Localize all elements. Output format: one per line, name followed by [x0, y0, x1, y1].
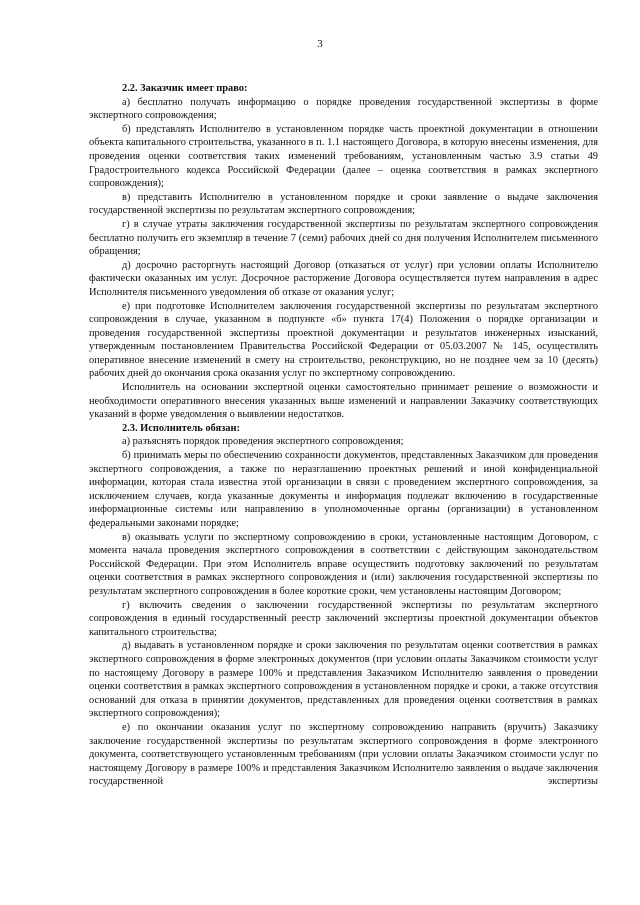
- document-body: [89, 82, 598, 789]
- paragraph-2-3-e: д) выдавать в установленном порядке и сроки заключения по результатам оценки соответствия в рамках экспертного сопровождения в форме электронных документов (при условии оплаты Заказчиком стоимости услуг по настоящему Договору в размере 100% и представления Заказчиком Исполнителю заявления о проведении оценки соответствия в рамках экспертного сопровождения в установленном порядке и сроки, а также отсутствия оснований для отказа в принятии документов, представленных для проведения оценки соответствия в рамках экспертного сопровождения);: [89, 640, 598, 720]
- section-heading-2-2: 2.2. Заказчик имеет право:: [122, 83, 248, 94]
- paragraph-2-3-d: г) включить сведения о заключении государственной экспертизы по результатам экспертного сопровождения в единый государственный реестр заключений экспертизы проектной документации объектов капитального строительства;: [89, 599, 598, 638]
- paragraph-2-2-c: в) представить Исполнителю в установленном порядке и сроки заявление о выдаче заключения государственной экспертизы по результатам экспертного сопровождения;: [89, 191, 598, 217]
- paragraph-2-2-a: а) бесплатно получать информацию о порядке проведения государственной экспертизы в форме экспертного сопровождения;: [89, 96, 598, 122]
- paragraph-2-3-c: в) оказывать услуги по экспертному сопровождению в сроки, установленные настоящим Договором, с момента начала проведения экспертного сопровождения в соответствии с действующим законодательством Российской Федерации. При этом Исполнитель вправе осуществить подготовку заключений по результатам оценки соответствия в рамках экспертного сопровождения и (или) заключения государственной экспертизы по результатам экспертного сопровождения в более короткие сроки, чем установлены настоящим Договором;: [89, 531, 598, 597]
- section-heading-2-3: 2.3. Исполнитель обязан:: [122, 422, 240, 434]
- paragraph-2-2-f: е) при подготовке Исполнителем заключения государственной экспертизы по результатам экспертного сопровождения в случае, указанном в подпункте «б» пункта 17(4) Положения о порядке организации и проведения государственной экспертизы проектной документации и результатов инженерных изысканий, утвержденным постановлением Правительства Российской Федерации от 05.03.2007 № 145, осуществлять оперативное внесение изменений в смету на строительство, реконструкцию, но не позднее чем за 10 (десять) рабочих дней до окончания срока оказания услуг по экспертному сопровождению.: [89, 300, 598, 380]
- paragraph-2-3-b: б) принимать меры по обеспечению сохранности документов, представленных Заказчиком для проведения экспертного сопровождения, а также по неразглашению проектных решений и иной конфиденциальной информации, которая стала известна этой организации в связи с проведением экспертного сопровождения, за исключением случаев, когда указанные документы и информация подлежат включению в государственные информационные системы или направлению в уполномоченные органы (организации) в установленном федеральными законами порядке;: [89, 450, 598, 529]
- paragraph-2-2-e: д) досрочно расторгнуть настоящий Договор (отказаться от услуг) при условии оплаты Исполнителю фактически оказанных им услуг. Досрочное расторжение Договора осуществляется путем направления в адрес Исполнителя письменного уведомления об отказе от оказания услуг;: [89, 259, 598, 298]
- page-number: 3: [317, 38, 323, 50]
- paragraph-2-2-note: Исполнитель на основании экспертной оценки самостоятельно принимает решение о возможности и необходимости оперативного внесения указанных выше изменений и направлении Заказчику соответствующих указаний в форме уведомления о выявлении недостатков.: [89, 382, 598, 421]
- paragraph-2-2-d: г) в случае утраты заключения государственной экспертизы по результатам экспертного сопровождения бесплатно получить его экземпляр в течение 7 (семи) рабочих дней со дня получения Исполнителем письменного обращения;: [89, 218, 598, 258]
- paragraph-2-2-b: б) представлять Исполнителю в установленном порядке часть проектной документации в отношении объекта капитального строительства, указанного в п. 1.1 настоящего Договора, в которую внесены изменения, для проведения оценки соответствия таких изменений требованиям, установленным частью 3.9 статьи 49 Градостроительного кодекса Российской Федерации (далее – оценка соответствия в рамках экспертного сопровождения);: [89, 123, 598, 190]
- paragraph-2-3-f: е) по окончании оказания услуг по экспертному сопровождению направить (вручить) Заказчику заключение государственной экспертизы по результатам экспертного сопровождения в форме электронного документа, соответствующего установленным требованиям (при условии оплаты Заказчиком стоимости услуг по настоящему Договору в размере 100% и представления Заказчиком Исполнителю заявления о выдаче заключения государственной экспертизы: [89, 721, 598, 788]
- paragraph-2-3-a: а) разъяснять порядок проведения экспертного сопровождения;: [122, 436, 404, 448]
